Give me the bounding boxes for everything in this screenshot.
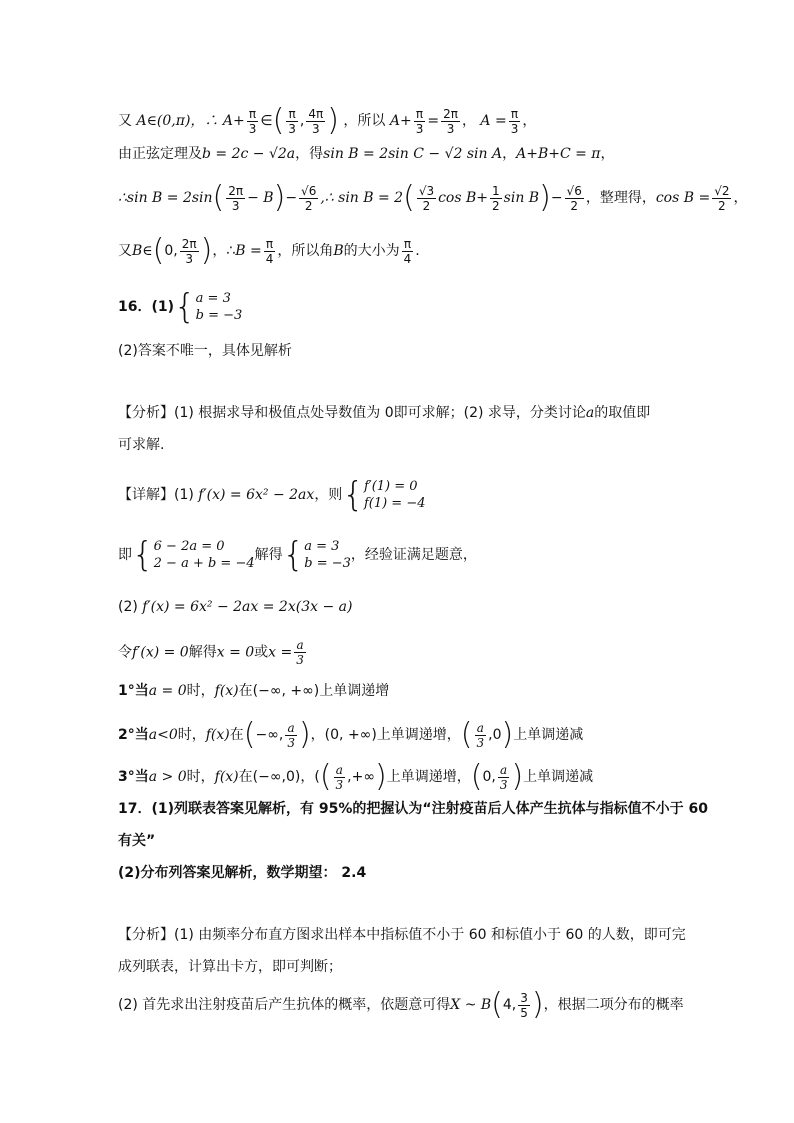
fraction: $\frac{2\pi}{3}$ — [181, 236, 197, 266]
line-1: 又 A∈(0,π)，∴ A+ $\frac{\pi}{3}$ ∈( $\frac{\pi}{3}$ , $\frac{4\pi}{3}$ ) ，所以 A+ $\frac{\pi}{3}$ = $\frac{2\pi}{3}$ ， A = $\frac{\pi}{3}$ ， — [118, 103, 537, 138]
fraction: $\frac{a}{3}$ — [335, 762, 344, 792]
line-3: ∴sin B = 2sin( $\frac{2\pi}{3}$ − B)− $\frac{√6}{2}$ ,∴ sin B = 2( $\frac{√3}{2}$ cos B+ $\frac{1}{2}$ sin B)− $\frac{√6}{2}$ ，整理得，cos B = $\frac{√2}{2}$ ， — [118, 180, 748, 215]
text: ，所以角 — [277, 243, 334, 259]
detail-16-line-2: 即{ 6 − 2a = 0 2 − a + b = −4 解得{ a = 3 b = −3 ，经验证满足题意， — [118, 535, 477, 575]
fraction: $\frac{\pi}{3}$ — [288, 106, 296, 136]
line-2: 由正弦定理及b = 2c − √2a，得sin B = 2sin C − √2 sin A，A+B+C = π， — [118, 146, 615, 162]
analysis-17-line-1: 【分析】(1) 由频率分布直方图求出样本中指标值不小于 60 和标值小于 60 的人数，即可完 — [118, 927, 686, 943]
text: ，整理得， — [585, 190, 656, 206]
fraction: $\frac{3}{5}$ — [520, 990, 528, 1020]
analysis-16-line-1: 【分析】(1) 根据求导和极值点处导数值为 0即可求解；(2) 求导，分类讨论a的取值即 — [118, 405, 651, 421]
question-number: 16．(1) — [118, 299, 175, 315]
math: ∴sin B = 2sin — [118, 190, 213, 206]
fraction: $\frac{\pi}{4}$ — [403, 236, 412, 266]
fraction: $\frac{a}{3}$ — [476, 720, 485, 750]
fraction: $\frac{a}{3}$ — [296, 638, 304, 667]
case-2: 2°当a<0时，f(x)在(−∞, $\frac{a}{3}$ )，(0, +∞)上单调递增，( $\frac{a}{3}$ ,0)上单调递减 — [118, 717, 584, 752]
fraction: $\frac{2\pi}{3}$ — [443, 106, 458, 136]
fraction: $\frac{\pi}{4}$ — [265, 236, 274, 266]
text: 又 — [118, 113, 132, 129]
fraction: $\frac{2\pi}{3}$ — [228, 183, 244, 213]
q17-line-2: 有关” — [118, 833, 156, 849]
math: A∈(0,π)，∴ — [136, 113, 219, 129]
q17-line-3: (2)分布列答案见解析，数学期望： 2.4 — [118, 865, 367, 881]
fraction: $\frac{1}{2}$ — [492, 183, 500, 213]
math: A+ — [389, 113, 412, 129]
fraction: $\frac{√6}{2}$ — [301, 183, 317, 213]
math: ,∴ sin B = 2 — [320, 190, 404, 206]
fraction: $\frac{a}{3}$ — [499, 762, 508, 792]
fraction: $\frac{\pi}{3}$ — [510, 106, 519, 136]
q17-line-1: 17．(1)列联表答案见解析，有 95%的把握认为“注射疫苗后人体产生抗体与指标值不小于 60 — [118, 801, 708, 817]
fraction: $\frac{√6}{2}$ — [566, 183, 582, 213]
math: A = — [480, 113, 507, 129]
analysis-16-line-2: 可求解. — [118, 437, 165, 453]
fraction: $\frac{4\pi}{3}$ — [308, 106, 324, 136]
math: A+ — [222, 113, 245, 129]
fraction: $\frac{√2}{2}$ — [714, 183, 730, 213]
math: A+B+C = π — [516, 146, 601, 162]
q16-answer-2 — [118, 340, 694, 362]
detail-16-part-2: (2) f′(x) = 6x² − 2ax = 2x(3x − a) — [118, 599, 353, 615]
fraction: $\frac{\pi}{3}$ — [248, 106, 257, 136]
fraction: $\frac{√3}{2}$ — [418, 183, 435, 213]
line-4: 又B∈(0, $\frac{2\pi}{3}$ )，∴B = $\frac{\pi}{4}$ ，所以角B的大小为 $\frac{\pi}{4}$ . — [118, 233, 420, 268]
analysis-17-line-2: 成列联表，计算出卡方，即可判断； — [118, 959, 342, 975]
detail-16-line-1: 【详解】(1) f′(x) = 6x² − 2ax，则{ f′(1) = 0 f(1) = −4 — [118, 475, 426, 515]
text: 由正弦定理及 — [118, 146, 202, 162]
fraction: $\frac{\pi}{3}$ — [415, 106, 424, 136]
text: ，得 — [295, 146, 324, 162]
case-1: 1°当a = 0时，f(x)在(−∞, +∞)上单调递增 — [118, 683, 390, 699]
text: ，所以 — [343, 113, 386, 129]
text: (2)答案不唯一，具体见解析 — [118, 343, 292, 359]
math: b = 2c − √2a — [202, 146, 296, 162]
analysis-17-line-3: (2) 首先求出注射疫苗后产生抗体的概率，依题意可得X ~ B(4, $\frac{3}{5}$ )，根据二项分布的概率 — [118, 987, 684, 1022]
q16-answer-1: 16．(1){ a = 3 b = −3 — [118, 287, 243, 327]
detail-16-ling: 令f′(x) = 0解得x = 0或x = $\frac{a}{3}$ — [118, 638, 304, 667]
text: 又 — [118, 243, 132, 259]
case-3: 3°当a > 0时，f(x)在(−∞,0)，(( $\frac{a}{3}$ ,+∞)上单调递增，(0, $\frac{a}{3}$ )上单调递减 — [118, 759, 594, 794]
math: ∈ — [260, 113, 273, 129]
fraction: $\frac{a}{3}$ — [287, 720, 295, 750]
math: sin B = 2sin C − √2 sin A — [323, 146, 503, 162]
